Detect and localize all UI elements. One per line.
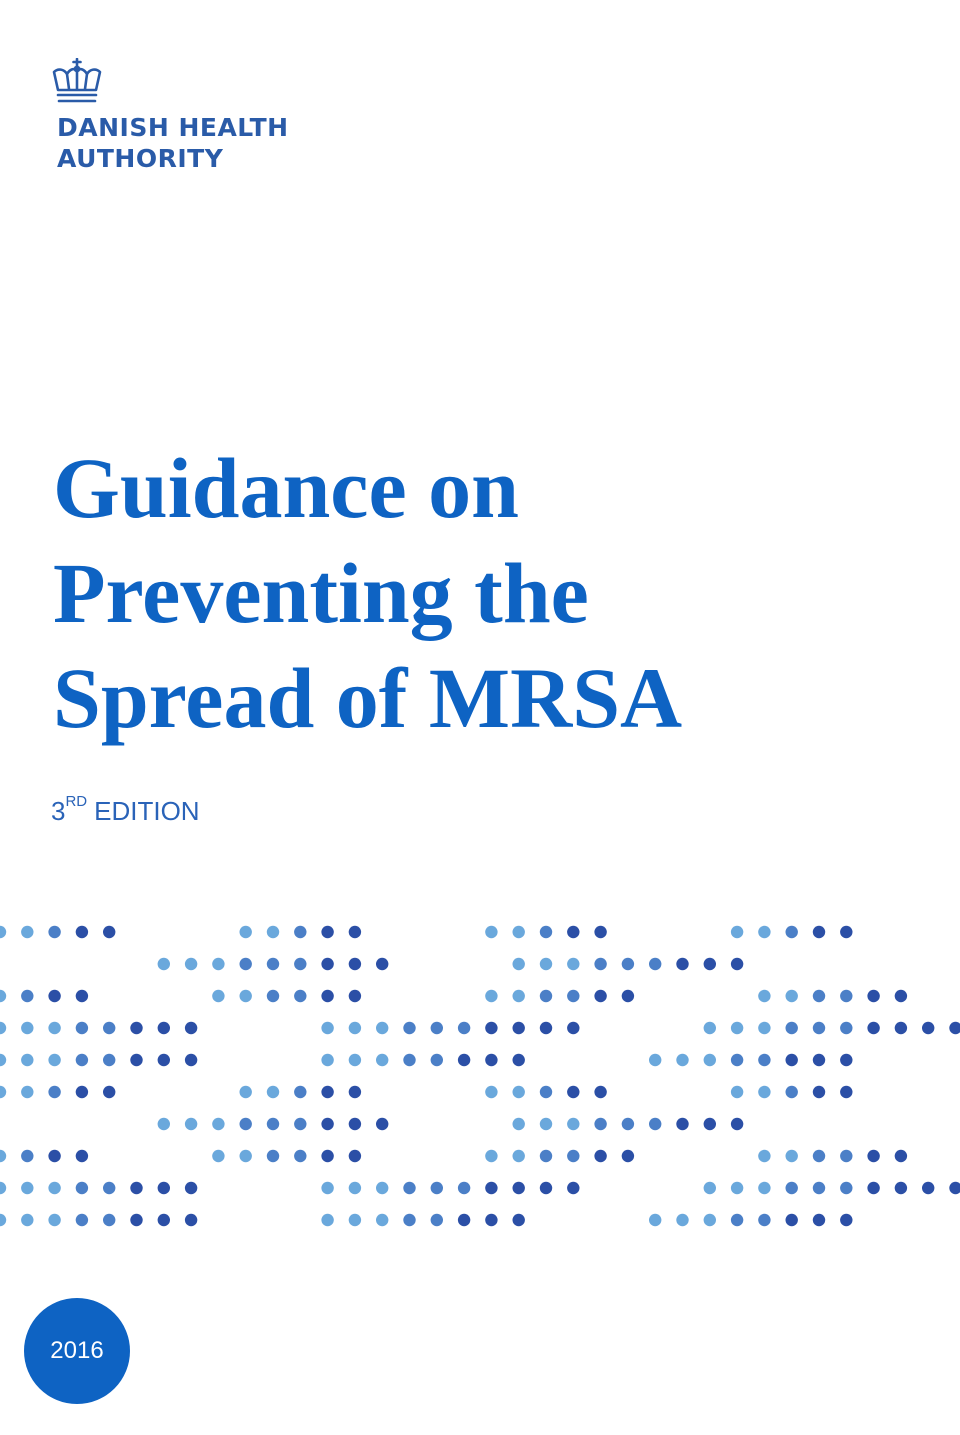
pattern-dot [349,1022,361,1034]
pattern-dot [594,926,606,938]
pattern-dot [349,1214,361,1226]
pattern-dot [567,1118,579,1130]
pattern-dot [267,1150,279,1162]
pattern-dot [294,958,306,970]
pattern-dot [267,958,279,970]
pattern-dot [48,990,60,1002]
pattern-dot [758,990,770,1002]
pattern-dot [212,1118,224,1130]
pattern-dot [158,1182,170,1194]
title-line-1: Guidance on [53,440,519,536]
pattern-dot [321,926,333,938]
pattern-dot [103,1214,115,1226]
pattern-dot [594,1118,606,1130]
pattern-dot [376,1022,388,1034]
title-line-2: Preventing the [53,545,589,641]
pattern-dot [786,1150,798,1162]
pattern-dot [758,1086,770,1098]
pattern-dot [786,1054,798,1066]
pattern-dot [813,1022,825,1034]
pattern-dot [48,1214,60,1226]
pattern-dot [758,1150,770,1162]
pattern-dot [130,1054,142,1066]
pattern-dot [321,1118,333,1130]
pattern-dot [240,1150,252,1162]
pattern-dot [540,1150,552,1162]
pattern-dot [513,1118,525,1130]
pattern-dot [540,958,552,970]
pattern-dot [0,1214,6,1226]
logo [50,58,289,174]
pattern-dot [321,958,333,970]
pattern-dot [21,1182,33,1194]
pattern-dot [321,1022,333,1034]
pattern-dot [240,958,252,970]
pattern-dot [895,1150,907,1162]
pattern-dot [567,1022,579,1034]
pattern-dot [0,926,6,938]
pattern-dot [513,1054,525,1066]
crown-icon [50,58,104,106]
pattern-dot [185,1214,197,1226]
title-line-3: Spread of MRSA [53,650,683,746]
pattern-dot [813,1150,825,1162]
edition-text: EDITION [94,796,200,826]
pattern-dot [185,1022,197,1034]
pattern-dot [758,1054,770,1066]
pattern-dot [294,1086,306,1098]
pattern-dot [540,1086,552,1098]
pattern-dot [376,958,388,970]
pattern-dot [594,1150,606,1162]
pattern-dot [349,958,361,970]
pattern-dot [731,1054,743,1066]
pattern-dot [103,1086,115,1098]
pattern-dot [403,1182,415,1194]
pattern-dot [240,1118,252,1130]
pattern-dot [786,926,798,938]
pattern-dot [813,1214,825,1226]
pattern-dot [485,990,497,1002]
pattern-dot [48,1054,60,1066]
pattern-dot [431,1182,443,1194]
pattern-dot [21,1086,33,1098]
pattern-dot [731,1022,743,1034]
pattern-dot [758,1182,770,1194]
pattern-dot [567,926,579,938]
pattern-dot [567,1086,579,1098]
pattern-dot [294,926,306,938]
pattern-dot [240,1086,252,1098]
pattern-dot [240,926,252,938]
pattern-dot [513,1214,525,1226]
pattern-dot [594,990,606,1002]
pattern-dot [158,1118,170,1130]
pattern-dot [840,1150,852,1162]
pattern-dot [758,926,770,938]
pattern-dot [840,1022,852,1034]
pattern-dot [540,1118,552,1130]
pattern-dot [540,1022,552,1034]
pattern-dot [267,1118,279,1130]
pattern-dot [349,1118,361,1130]
pattern-dot [130,1182,142,1194]
pattern-dot [704,1214,716,1226]
pattern-dot [922,1022,934,1034]
pattern-dot [485,1182,497,1194]
edition-number: 3 [51,796,66,826]
pattern-dot [158,958,170,970]
pattern-dot [0,1182,6,1194]
pattern-dot [48,1150,60,1162]
pattern-dot [321,990,333,1002]
pattern-dot [376,1214,388,1226]
pattern-dot [458,1022,470,1034]
pattern-dot [376,1182,388,1194]
pattern-dot [485,926,497,938]
pattern-dot [0,1022,6,1034]
pattern-dot [513,1182,525,1194]
pattern-dot [540,1182,552,1194]
pattern-dot [48,1022,60,1034]
pattern-dot [212,990,224,1002]
pattern-dot [0,1150,6,1162]
edition-label [51,793,200,827]
pattern-dot [676,1214,688,1226]
pattern-dot [594,958,606,970]
pattern-dot [704,1054,716,1066]
pattern-dot [485,1214,497,1226]
pattern-dot [485,1086,497,1098]
pattern-dot [458,1214,470,1226]
pattern-dot [185,1118,197,1130]
pattern-dot [513,1086,525,1098]
pattern-dot [349,1150,361,1162]
pattern-dot [704,1022,716,1034]
pattern-dot [786,1182,798,1194]
organization-line-2: AUTHORITY [57,144,224,173]
pattern-dot [458,1054,470,1066]
pattern-dot [458,1182,470,1194]
pattern-dot [895,1182,907,1194]
pattern-dot [48,1182,60,1194]
pattern-dot [758,1214,770,1226]
pattern-dot [513,926,525,938]
pattern-dot [0,1054,6,1066]
pattern-dot [622,958,634,970]
pattern-dot [731,1118,743,1130]
pattern-dot [840,1086,852,1098]
pattern-dot [731,926,743,938]
pattern-dot [158,1214,170,1226]
pattern-dot [813,1054,825,1066]
pattern-dot [649,1054,661,1066]
pattern-dot [76,990,88,1002]
pattern-dot [867,1022,879,1034]
pattern-dot [649,1214,661,1226]
pattern-dot [48,1086,60,1098]
pattern-dot [840,990,852,1002]
pattern-dot [567,990,579,1002]
pattern-dot [649,958,661,970]
pattern-dot [704,1182,716,1194]
pattern-dot [403,1022,415,1034]
pattern-dot [76,1182,88,1194]
pattern-dot [240,990,252,1002]
pattern-dot [76,1150,88,1162]
pattern-dot [485,1022,497,1034]
pattern-dot [21,1022,33,1034]
pattern-dot [867,990,879,1002]
pattern-dot [212,958,224,970]
pattern-dot [840,1054,852,1066]
pattern-dot [622,990,634,1002]
pattern-dot [349,926,361,938]
pattern-dot [431,1214,443,1226]
pattern-dot [158,1054,170,1066]
document-title [53,436,682,751]
pattern-dot [704,1118,716,1130]
pattern-dot [786,990,798,1002]
pattern-dot [867,1182,879,1194]
pattern-dot [21,1150,33,1162]
pattern-dot [321,1214,333,1226]
pattern-dot [813,990,825,1002]
pattern-dot [676,958,688,970]
pattern-dot [349,990,361,1002]
pattern-dot [21,1214,33,1226]
pattern-dot [594,1086,606,1098]
pattern-dot [676,1118,688,1130]
pattern-dot [731,1214,743,1226]
pattern-dot [622,1118,634,1130]
year-text: 2016 [50,1337,104,1364]
pattern-dot [158,1022,170,1034]
pattern-dot [321,1182,333,1194]
pattern-dot [267,990,279,1002]
pattern-dot [758,1022,770,1034]
pattern-dot [48,926,60,938]
pattern-dot [294,990,306,1002]
pattern-dot [76,1214,88,1226]
pattern-dot [349,1086,361,1098]
pattern-dot [321,1150,333,1162]
pattern-dot [431,1022,443,1034]
pattern-dot [676,1054,688,1066]
pattern-dot [567,1182,579,1194]
pattern-dot [21,1054,33,1066]
pattern-dot [622,1150,634,1162]
pattern-dot [949,1022,960,1034]
pattern-dot [321,1054,333,1066]
pattern-dot [76,926,88,938]
pattern-dot [403,1054,415,1066]
pattern-dot [513,1150,525,1162]
pattern-dot [567,1150,579,1162]
pattern-dot [76,1086,88,1098]
pattern-dot [513,1022,525,1034]
pattern-dot [513,958,525,970]
edition-suffix: RD [65,793,88,811]
pattern-dot [103,1022,115,1034]
pattern-dot [349,1054,361,1066]
pattern-dot [185,1182,197,1194]
pattern-dot [431,1054,443,1066]
pattern-dot [349,1182,361,1194]
pattern-dot [786,1214,798,1226]
pattern-dot [76,1022,88,1034]
pattern-dot [485,1150,497,1162]
pattern-dot [513,990,525,1002]
pattern-dot [704,958,716,970]
pattern-dot [294,1118,306,1130]
pattern-dot [731,1182,743,1194]
pattern-dot [840,1214,852,1226]
pattern-dot [212,1150,224,1162]
organization-name [57,112,289,174]
pattern-dot [786,1086,798,1098]
pattern-dot [813,926,825,938]
pattern-dot [76,1054,88,1066]
pattern-dot [813,1086,825,1098]
pattern-dot [840,1182,852,1194]
pattern-dot [185,1054,197,1066]
pattern-dot [185,958,197,970]
pattern-dot [485,1054,497,1066]
organization-line-1: DANISH HEALTH [57,113,289,142]
year-badge [24,1298,130,1404]
pattern-dot [649,1118,661,1130]
pattern-dot [376,1054,388,1066]
pattern-dot [267,1086,279,1098]
pattern-dot [895,990,907,1002]
pattern-dot [949,1182,960,1194]
pattern-dot [376,1118,388,1130]
pattern-dot [267,926,279,938]
pattern-dot [567,958,579,970]
pattern-dot [731,1086,743,1098]
pattern-dot [786,1022,798,1034]
pattern-dot [895,1022,907,1034]
pattern-dot [130,1214,142,1226]
pattern-dot [840,926,852,938]
pattern-dot [813,1182,825,1194]
pattern-dot [21,926,33,938]
pattern-dot [867,1150,879,1162]
pattern-dot [0,990,6,1002]
pattern-dot [922,1182,934,1194]
pattern-dot [103,1054,115,1066]
pattern-dot [540,990,552,1002]
pattern-dot [103,926,115,938]
pattern-dot [0,1086,6,1098]
pattern-dot [731,958,743,970]
pattern-dot [540,926,552,938]
pattern-dot [294,1150,306,1162]
pattern-dot [321,1086,333,1098]
pattern-dot [130,1022,142,1034]
pattern-dot [103,1182,115,1194]
pattern-dot [21,990,33,1002]
pattern-dot [403,1214,415,1226]
